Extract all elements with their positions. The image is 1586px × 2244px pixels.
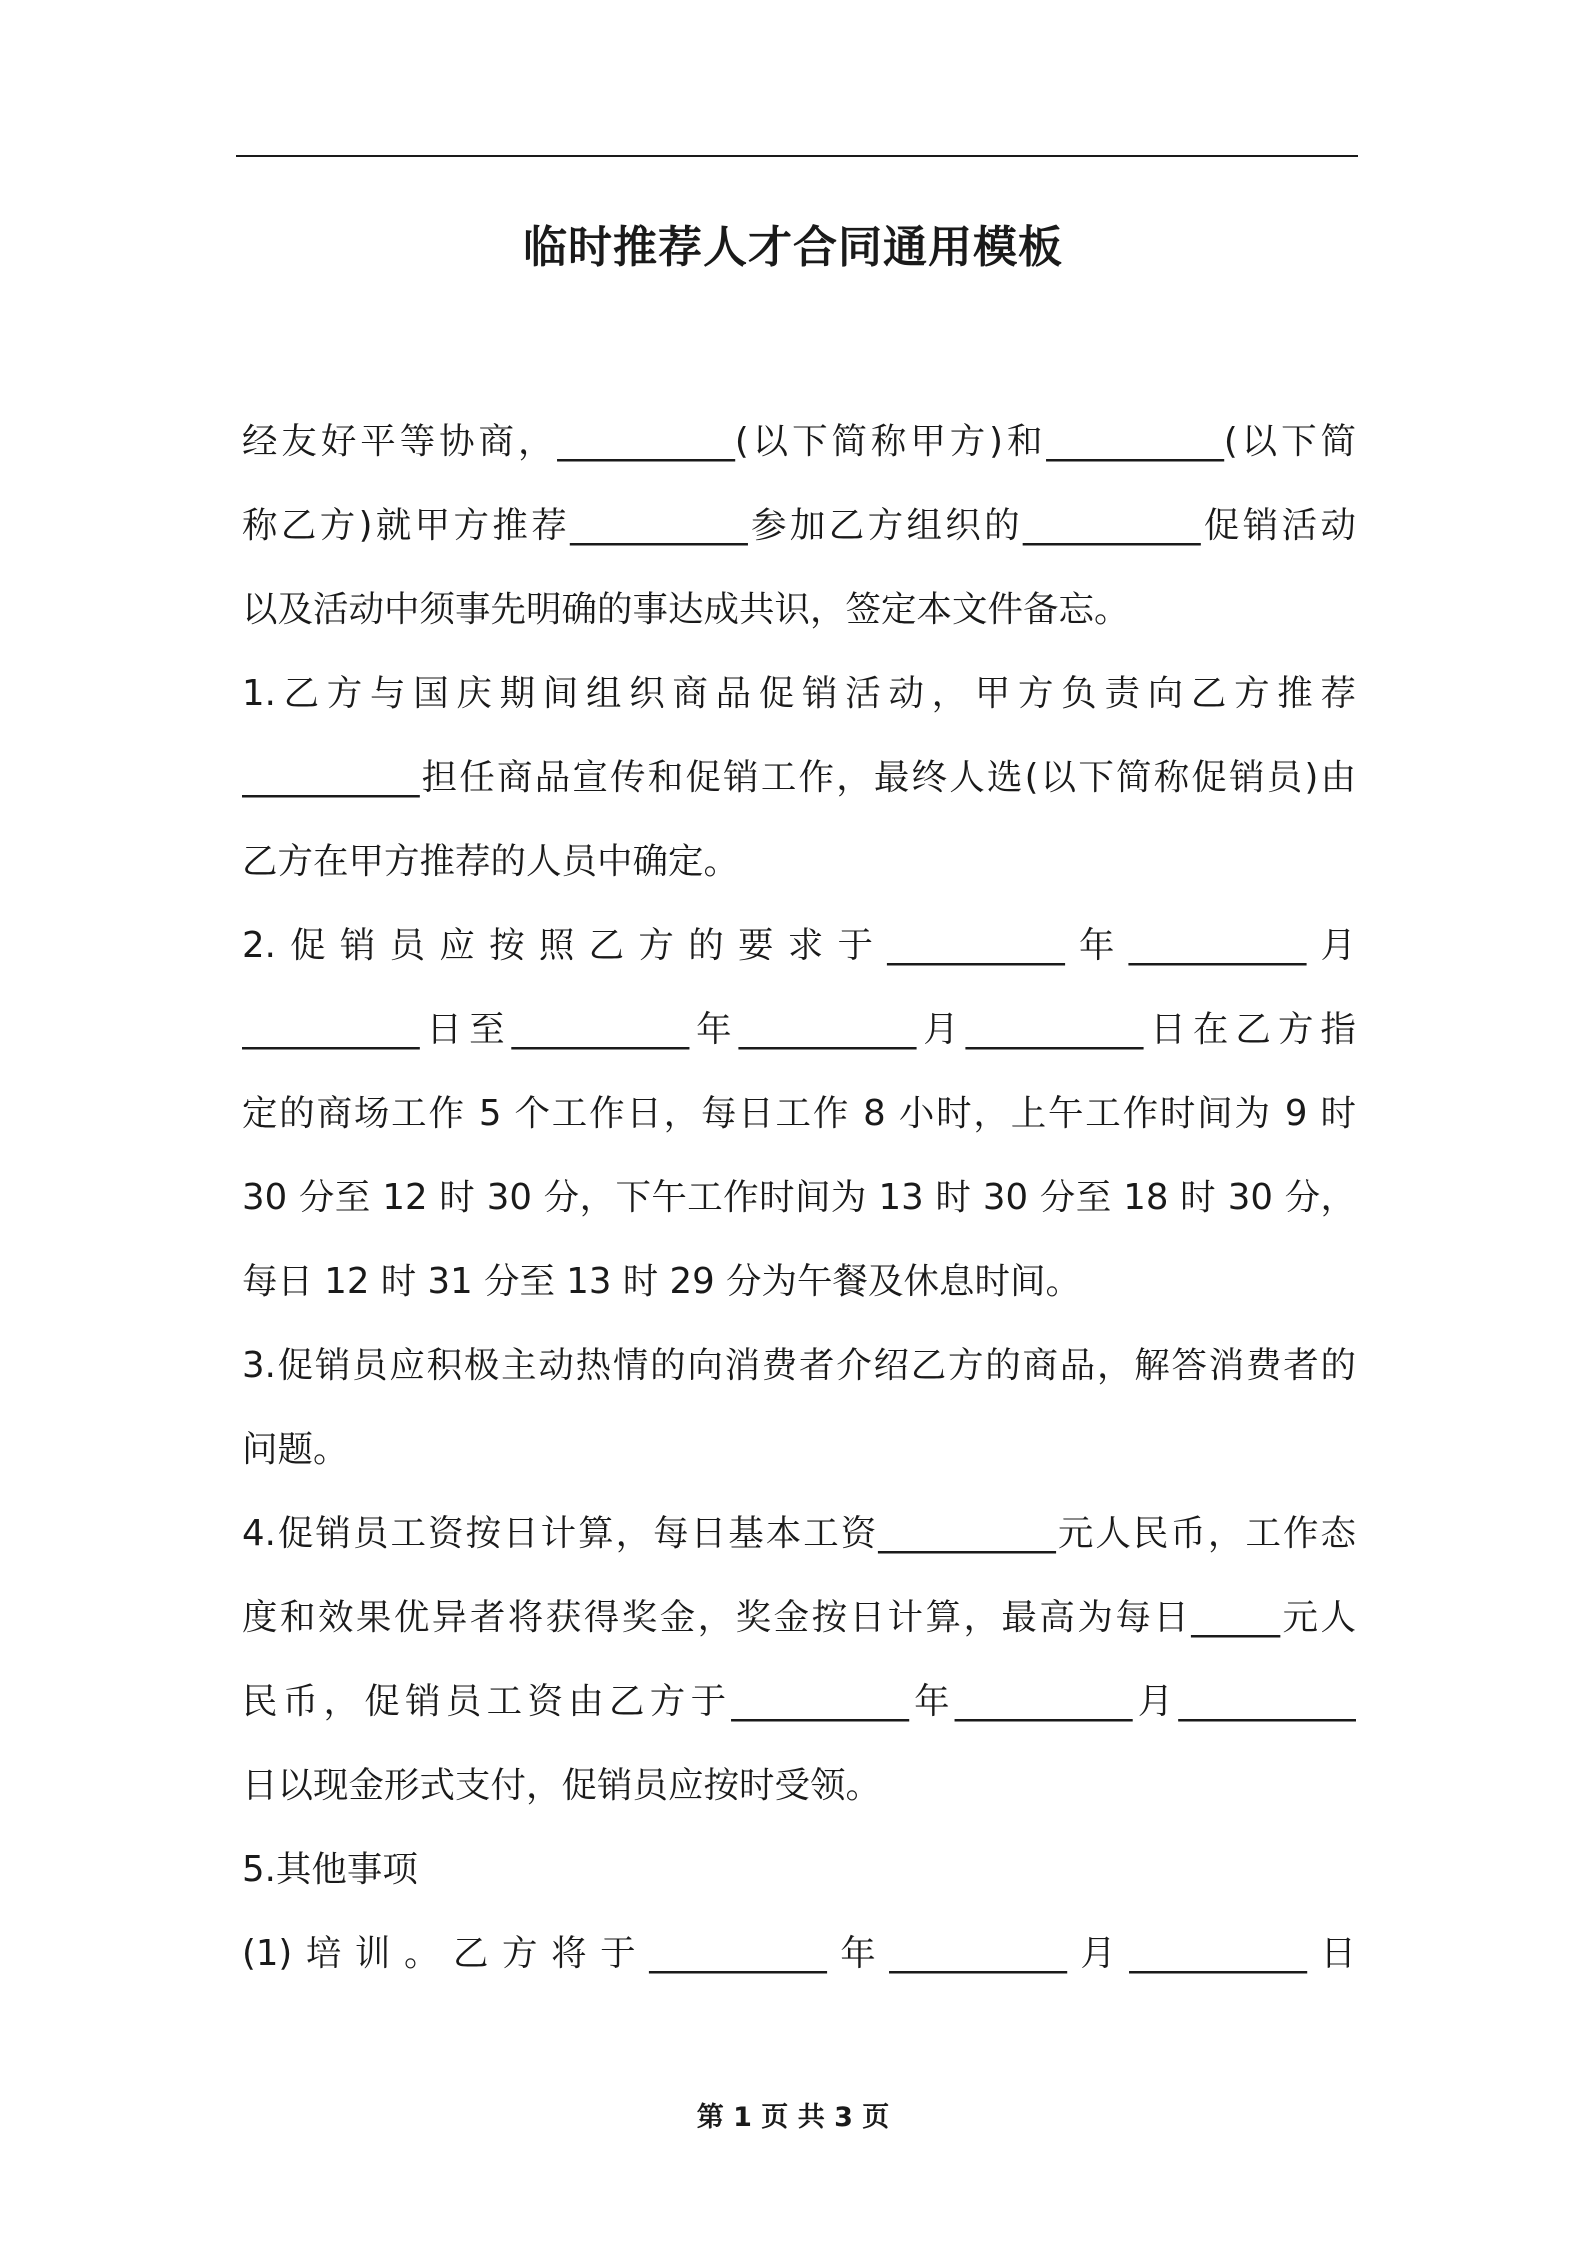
body-line: 民币，促销员工资由乙方于__________年__________月__________ (242, 1681, 1356, 1722)
body-line: 1.乙方与国庆期间组织商品促销活动，甲方负责向乙方推荐 (242, 673, 1356, 714)
body-line: 问题。 (242, 1429, 349, 1470)
body-line: 以及活动中须事先明确的事达成共识，签定本文件备忘。 (242, 589, 1130, 630)
header-rule (236, 155, 1358, 157)
page-number-footer: 第 1 页 共 3 页 (696, 2102, 890, 2133)
body-line: 度和效果优异者将获得奖金，奖金按日计算，最高为每日_____元人 (242, 1597, 1356, 1638)
body-line: 5.其他事项 (242, 1849, 418, 1890)
body-line: 经友好平等协商，__________(以下简称甲方)和__________(以下简 (242, 421, 1356, 462)
body-line: 4.促销员工资按日计算，每日基本工资__________元人民币，工作态 (242, 1513, 1356, 1554)
body-line: 乙方在甲方推荐的人员中确定。 (242, 841, 740, 882)
body-line: (1)培训。乙方将于__________年__________月__________日 (242, 1933, 1356, 1974)
body-line: 3.促销员应积极主动热情的向消费者介绍乙方的商品，解答消费者的 (242, 1345, 1356, 1386)
body-line: __________担任商品宣传和促销工作，最终人选(以下简称促销员)由 (242, 757, 1356, 798)
body-line: 每日 12 时 31 分至 13 时 29 分为午餐及休息时间。 (242, 1261, 1081, 1302)
body-line: __________日至__________年__________月__________日在乙方指 (242, 1009, 1356, 1050)
document-title: 临时推荐人才合同通用模板 (523, 222, 1063, 273)
body-line: 30 分至 12 时 30 分，下午工作时间为 13 时 30 分至 18 时 30 分， (242, 1177, 1356, 1218)
body-line: 称乙方)就甲方推荐__________参加乙方组织的__________促销活动 (242, 505, 1356, 546)
body-line: 定的商场工作 5 个工作日，每日工作 8 小时，上午工作时间为 9 时 (242, 1093, 1356, 1134)
body-line: 2.促销员应按照乙方的要求于__________年__________月 (242, 925, 1356, 966)
body-line: 日以现金形式支付，促销员应按时受领。 (242, 1765, 882, 1806)
document-body (242, 400, 1356, 1996)
